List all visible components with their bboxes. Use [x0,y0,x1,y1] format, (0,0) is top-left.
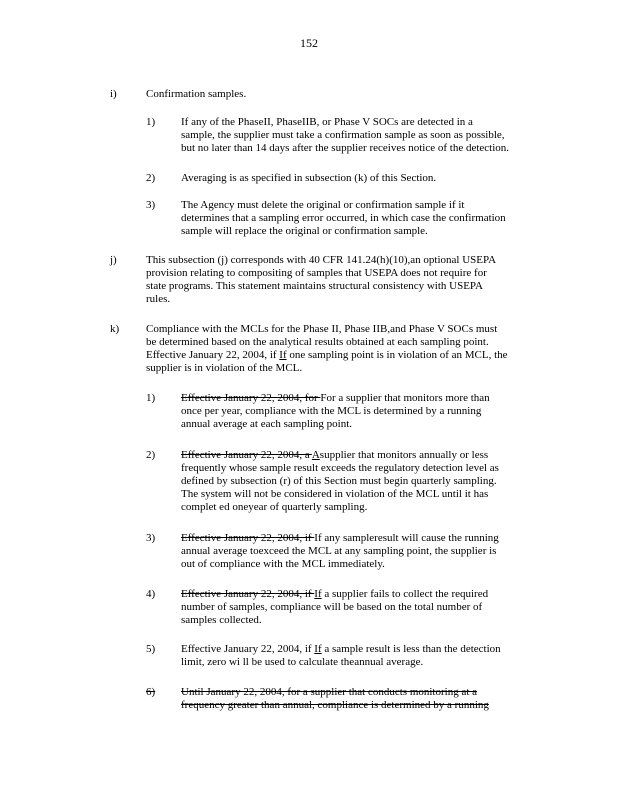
item-i3-line: sample will replace the original or confirmation sample. [181,225,428,237]
item-k2-number: 2) [146,449,156,461]
section-k-line: be determined based on the analytical results obtained at each sampling point. [146,336,489,348]
page-number: 152 [300,36,318,50]
item-i1-line: If any of the PhaseII, PhaseIIB, or Phase V SOCs are detected in a [181,116,473,128]
item-text: Effective January 22, 2004, if [181,643,315,655]
section-k-label: k) [110,323,120,335]
item-text: a sample result is less than the detection [321,643,501,655]
section-k-line: supplier is in violation of the MCL. [146,362,303,374]
section-k-text: one sampling point is in violation of an MCL, the [286,349,508,361]
item-text: If any sampleresult will cause the running [314,532,499,544]
item-k1-line: once per year, compliance with the MCL is determined by a running [181,405,482,417]
section-j-line: This subsection (j) corresponds with 40 CFR 141.24(h)(10),an optional USEPA [146,254,497,266]
section-j-line: state programs. This statement maintains structural consistency with USEPA [146,280,483,292]
section-i-title: Confirmation samples. [146,88,247,100]
item-k6-line: frequency greater than annual, compliance is determined by a running [181,699,489,711]
inserted-text: If [314,643,322,655]
inserted-text: If [314,588,322,600]
item-text: supplier that monitors annually or less [319,449,489,461]
item-k3-line [181,532,499,545]
item-k2-line: frequently whose sample result exceeds the regulatory detection level as [181,462,499,474]
item-k4-number: 4) [146,588,156,600]
inserted-text: A [311,449,320,461]
item-k3-line: annual average toexceed the MCL at any sampling point, the supplier is [181,545,497,557]
item-k4-line [181,588,488,601]
item-k3-line: out of compliance with the MCL immediately. [181,558,385,570]
deleted-text: Effective January 22, 2004, a [181,449,312,461]
section-k-text: Effective January 22, 2004, if [146,349,280,361]
item-k6-line: Until January 22, 2004, for a supplier that conducts monitoring at a [181,686,478,698]
item-k2-line: complet ed oneyear of quarterly sampling. [181,501,368,513]
deleted-text: Effective January 22, 2004, if [181,532,315,544]
item-k5-number: 5) [146,643,156,655]
item-k4-line: samples collected. [181,614,262,626]
item-k5-line: limit, zero wi ll be used to calculate theannual average. [181,656,424,668]
item-i2-number: 2) [146,172,156,184]
item-text: a supplier fails to collect the required [321,588,489,600]
item-k2-line [181,449,488,462]
item-i3-line: The Agency must delete the original or confirmation sample if it [181,199,465,211]
section-j-line: provision relating to compositing of samples that USEPA does not require for [146,267,487,279]
item-i2-line: Averaging is as specified in subsection (k) of this Section. [181,172,437,184]
item-k5-line [181,643,501,656]
item-i3-number: 3) [146,199,156,211]
item-k2-line: The system will not be considered in violation of the MCL until it has [181,488,489,500]
deleted-text: Effective January 22, 2004, if [181,588,315,600]
item-i3-line: determines that a sampling error occurred, in which case the confirmation [181,212,506,224]
section-k-line [146,349,508,362]
section-i-label: i) [110,88,117,100]
item-k2-line: defined by subsection (r) of this Section must begin quarterly sampling. [181,475,497,487]
section-j-line: rules. [146,293,171,305]
item-i1-line: sample, the supplier must take a confirmation sample as soon as possible, [181,129,505,141]
item-k4-line: number of samples, compliance will be based on the total number of [181,601,483,613]
inserted-text: If [279,349,287,361]
deleted-text: Effective January 22, 2004, for [181,392,321,404]
item-k6-number: 6) [146,686,156,698]
item-k1-number: 1) [146,392,156,404]
item-i1-number: 1) [146,116,156,128]
section-k-line: Compliance with the MCLs for the Phase II, Phase IIB,and Phase V SOCs must [146,323,498,335]
item-text: For a supplier that monitors more than [320,392,490,404]
section-j-label: j) [110,254,117,266]
item-k3-number: 3) [146,532,156,544]
item-i1-line: but no later than 14 days after the supplier receives notice of the detection. [181,142,510,154]
item-k1-line [181,392,490,405]
item-k1-line: annual average at each sampling point. [181,418,353,430]
